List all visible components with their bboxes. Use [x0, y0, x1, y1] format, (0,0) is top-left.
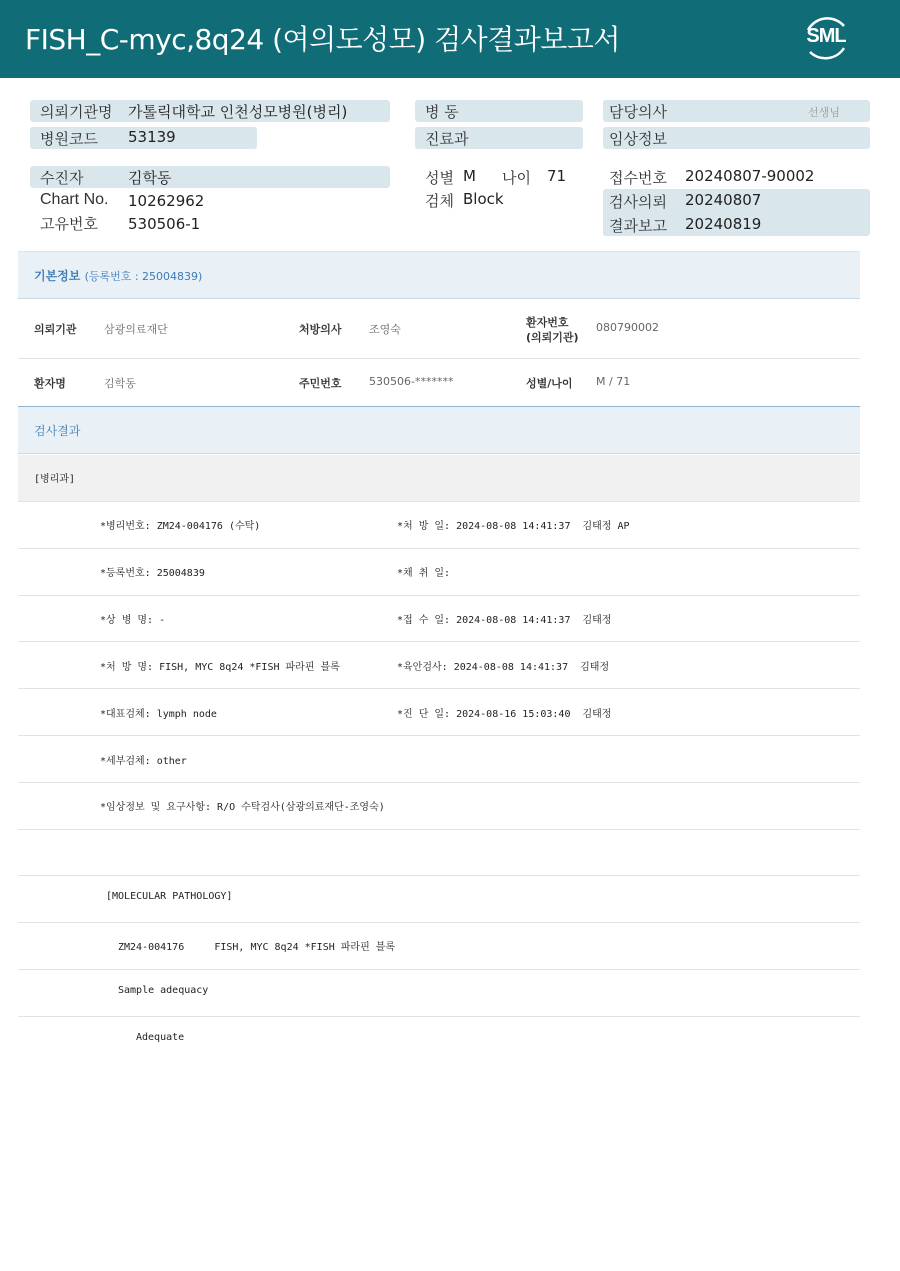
registration-number: *등록번호: 25004839 — [100, 568, 205, 579]
receipt-date: *접 수 일: 2024-08-08 14:41:37 김태정 — [397, 615, 612, 626]
collection-date: *채 취 일: — [397, 568, 451, 579]
unique-id-value: 530506-1 — [128, 215, 201, 233]
molecular-heading: [MOLECULAR PATHOLOGY] — [106, 891, 233, 902]
diagnosis-date: *진 단 일: 2024-08-16 15:03:40 김태정 — [397, 709, 612, 720]
clinical-info-label: 임상정보 — [609, 130, 667, 148]
patient-no-label-1: 환자번호 — [526, 316, 569, 329]
divider — [18, 548, 860, 549]
gross-exam-date: *육안검사: 2024-08-08 14:41:37 김태정 — [397, 662, 610, 673]
institution-value: 가톨릭대학교 인천성모병원(병리) — [128, 103, 348, 121]
prescription-date: *처 방 일: 2024-08-08 14:41:37 김태정 AP — [397, 521, 630, 532]
report-title: FISH_C-myc,8q24 (여의도성모) 검사결과보고서 — [25, 23, 620, 56]
divider — [18, 829, 860, 830]
report-date-value: 20240819 — [685, 215, 762, 233]
rrn-label: 주민번호 — [299, 377, 342, 390]
sex-label: 성별 — [425, 169, 454, 187]
prescription-name: *처 방 명: FISH, MYC 8q24 *FISH 파라핀 블록 — [100, 662, 340, 673]
institution-label: 의뢰기관명 — [40, 103, 113, 121]
hospital-code-value: 53139 — [128, 128, 176, 146]
patient-no-value: 080790002 — [596, 321, 659, 334]
divider — [18, 595, 860, 596]
age-value: 71 — [547, 167, 567, 185]
requesting-inst-label: 의뢰기관 — [34, 323, 77, 336]
age-label: 나이 — [502, 169, 531, 187]
patient-value: 김학동 — [128, 169, 172, 187]
divider — [18, 688, 860, 689]
divider — [18, 782, 860, 783]
report-date-label: 결과보고 — [609, 217, 667, 235]
sex-value: M — [463, 167, 476, 185]
hospital-code-label: 병원코드 — [40, 130, 98, 148]
divider — [18, 358, 860, 359]
prescriber-label: 처방의사 — [299, 323, 342, 336]
unique-id-label: 고유번호 — [40, 215, 98, 233]
result-header — [18, 407, 860, 454]
result-heading: 검사결과 — [34, 424, 81, 438]
requesting-inst-value: 삼광의료재단 — [104, 323, 168, 336]
receipt-no-value: 20240807-90002 — [685, 167, 815, 185]
clinical-request: *임상정보 및 요구사항: R/O 수탁검사(삼광의료재단-조영숙) — [100, 802, 385, 813]
specimen-value: Block — [463, 190, 504, 208]
department-band — [18, 455, 860, 501]
basic-info-registration: (등록번호 : 25004839) — [84, 270, 203, 283]
sex-age-label: 성별/나이 — [526, 377, 573, 390]
divider — [18, 1016, 860, 1017]
divider — [18, 875, 860, 876]
basic-info-header — [18, 251, 860, 299]
divider — [18, 501, 860, 502]
representative-specimen: *대표검체: lymph node — [100, 709, 217, 720]
receipt-no-label: 접수번호 — [609, 169, 667, 187]
basic-info-heading: 기본정보 — [34, 269, 81, 283]
department-label: 진료과 — [425, 130, 469, 148]
chart-no-value: 10262962 — [128, 192, 205, 210]
pathology-number: *병리번호: ZM24-004176 (수탁) — [100, 521, 261, 532]
molecular-case: ZM24-004176 FISH, MYC 8q24 *FISH 파라핀 블록 — [118, 942, 396, 953]
adequacy-label: Sample adequacy — [118, 985, 209, 996]
ward-label: 병 동 — [425, 103, 459, 121]
detail-specimen: *세부검체: other — [100, 756, 187, 767]
divider — [18, 922, 860, 923]
sml-logo — [800, 12, 852, 64]
report-header — [0, 0, 900, 78]
sex-age-value: M / 71 — [596, 375, 631, 388]
patient-no-label-2: (의뢰기관) — [526, 331, 579, 344]
rrn-value: 530506-******* — [369, 375, 454, 388]
logo-text: SML — [806, 25, 846, 47]
patient-name-label: 환자명 — [34, 377, 66, 390]
request-value: 20240807 — [685, 191, 762, 209]
prescriber-value: 조영숙 — [369, 323, 401, 336]
diagnosis-name: *상 병 명: - — [100, 615, 166, 626]
attending-suffix: 선생님 — [808, 106, 840, 119]
divider — [18, 735, 860, 736]
request-label: 검사의뢰 — [609, 193, 667, 211]
department-name: [병리과] — [34, 474, 76, 485]
patient-label: 수진자 — [40, 169, 84, 187]
chart-no-label: Chart No. — [40, 191, 109, 208]
divider — [18, 641, 860, 642]
patient-pill — [30, 166, 390, 188]
basic-info-title — [34, 267, 202, 284]
adequacy-value: Adequate — [136, 1032, 185, 1043]
specimen-label: 검체 — [425, 192, 454, 210]
patient-name-value: 김학동 — [104, 377, 136, 390]
divider — [18, 969, 860, 970]
attending-label: 담당의사 — [609, 103, 667, 121]
